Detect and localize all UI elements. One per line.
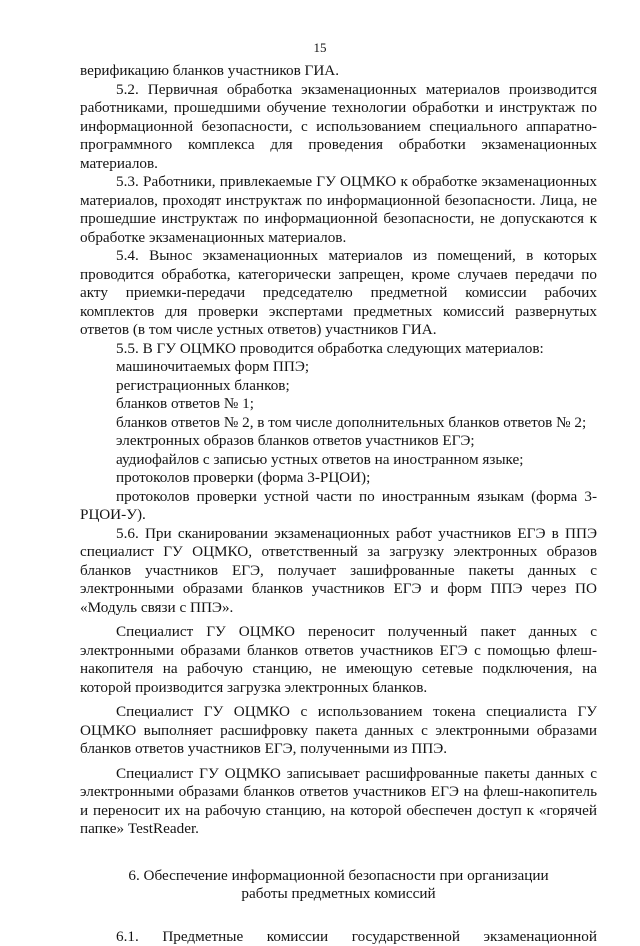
list-item: машиночитаемых форм ППЭ; [80,358,597,377]
paragraph: 5.5. В ГУ ОЦМКО проводится обработка следующих материалов: [80,340,597,359]
list-item: протоколов проверки (форма 3-РЦОИ); [80,469,597,488]
section-heading [80,867,597,904]
word: комиссии [267,928,328,946]
document-body [80,62,597,946]
list-item: аудиофайлов с записью устных ответов на иностранном языке; [80,451,597,470]
materials-list [80,358,597,488]
word: 6.1. [116,928,139,946]
list-item: бланков ответов № 1; [80,395,597,414]
paragraph: 5.3. Работники, привлекаемые ГУ ОЦМКО к обработке экзаменационных материалов, проходят инструктаж по информационной безопасности. Лица, не прошедшие инструктаж по информационной безопасности, не допускаются к обработке экзаменационных материалов. [80,173,597,247]
paragraph: протоколов проверки устной части по иностранным языкам (форма 3-РЦОИ-У). [80,488,597,525]
paragraph: верификацию бланков участников ГИА. [80,62,597,81]
paragraph: Специалист ГУ ОЦМКО переносит полученный пакет данных с электронными образами бланков ответов участников ЕГЭ с помощью флеш-накопителя на рабочую станцию, не имеющую сетевые подключения, на которой производится загрузка электронных бланков. [80,623,597,697]
section-heading-line: работы предметных комиссий [80,885,597,904]
section-heading-line: 6. Обеспечение информационной безопасности при организации [80,867,597,886]
word: государственной [352,928,460,946]
list-item: электронных образов бланков ответов участников ЕГЭ; [80,432,597,451]
paragraph: Специалист ГУ ОЦМКО с использованием токена специалиста ГУ ОЦМКО выполняет расшифровку пакета данных с электронными образами бланков ответов участников ЕГЭ, полученными из ППЭ. [80,703,597,759]
word: Предметные [162,928,243,946]
paragraph: Специалист ГУ ОЦМКО записывает расшифрованные пакеты данных с электронными образами бланков ответов участников ЕГЭ на флеш-накопитель и переносит их на рабочую станцию, на которой обеспечен доступ к «горячей папке» TestReader. [80,765,597,839]
paragraph-start-line [80,928,597,946]
list-item: бланков ответов № 2, в том числе дополнительных бланков ответов № 2; [80,414,597,433]
list-item: регистрационных бланков; [80,377,597,396]
paragraph: 5.4. Вынос экзаменационных материалов из помещений, в которых проводится обработка, категорически запрещен, кроме случаев передачи по акту приемки-передачи председателю предметной комиссии рабочих комплектов для проверки экспертами предметных комиссий развернутых ответов (в том числе устных ответов) участников ГИА. [80,247,597,340]
page-number: 15 [0,39,640,58]
paragraph: 5.6. При сканировании экзаменационных работ участников ЕГЭ в ППЭ специалист ГУ ОЦМКО, ответственный за загрузку электронных образов бланков участников ЕГЭ, получает зашифрованные пакеты данных с электронными образами бланков участников ЕГЭ и форм ППЭ через ПО «Модуль связи с ППЭ». [80,525,597,618]
paragraph: 5.2. Первичная обработка экзаменационных материалов производится работниками, прошедшими обучение технологии обработки и инструктаж по информационной безопасности, с использованием специального аппаратно-программного комплекса для проведения обработки экзаменационных материалов. [80,81,597,174]
word: экзаменационной [484,928,597,946]
